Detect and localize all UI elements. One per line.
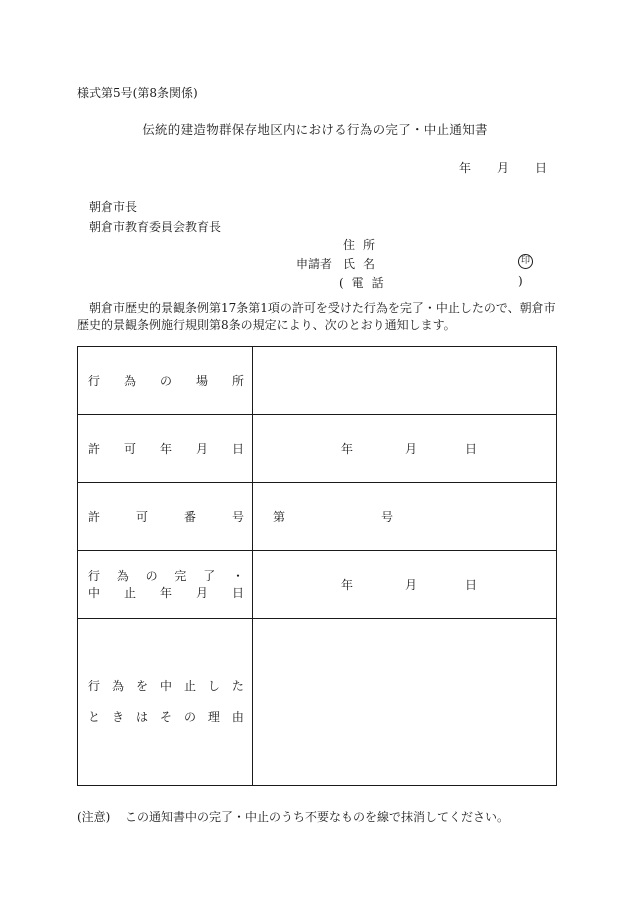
label-char: 中 [159, 679, 172, 693]
label-char: 許 [88, 442, 101, 456]
permit-number-prefix: 第 [273, 510, 286, 524]
permit-number-label [78, 483, 253, 551]
label-char: 止 [123, 585, 136, 600]
label-char: ・ [231, 568, 244, 583]
row-permit-date [78, 415, 557, 483]
label-char: の [145, 568, 158, 583]
label-char: 為 [123, 374, 136, 388]
note-label: (注意) [77, 810, 111, 824]
label-char: 可 [135, 510, 148, 524]
body-text: 朝倉市歴史的景観条例第17条第1項の許可を受けた行為を完了・中止したので、朝倉市歴史的景観条例施行規則第8条の規定により、次のとおり通知します。 [77, 301, 556, 332]
label-char: 年 [159, 442, 172, 456]
label-char: 月 [195, 442, 208, 456]
label-char: 為 [116, 568, 129, 583]
seal-mark-icon: 印 [518, 254, 533, 269]
date-day-label: 日 [535, 161, 548, 175]
label-char: 了 [203, 568, 216, 583]
label-char: 所 [231, 374, 244, 388]
label-char: 日 [231, 442, 244, 456]
permit-number-suffix: 号 [381, 510, 394, 524]
label-char: 可 [123, 442, 136, 456]
submission-date [459, 159, 547, 176]
date-month-label: 月 [497, 161, 510, 175]
permit-date-year: 年 [341, 442, 354, 456]
label-char: を [135, 679, 148, 693]
addressee-mayor: 朝倉市長 [89, 200, 138, 214]
label-char: 行 [88, 568, 101, 583]
applicant-name-label: 氏名 [343, 257, 384, 271]
permit-date-month: 月 [405, 442, 418, 456]
permit-date-value [253, 415, 557, 483]
applicant-role-label: 申請者 [296, 257, 333, 271]
location-label [78, 347, 253, 415]
label-char: そ [159, 710, 172, 724]
label-char: 月 [195, 585, 208, 600]
label-char: 中 [88, 585, 101, 600]
label-char: 日 [231, 585, 244, 600]
label-char: 為 [111, 679, 124, 693]
note [77, 808, 509, 825]
label-char: き [111, 710, 124, 724]
row-location [78, 347, 557, 415]
label-char: と [88, 710, 101, 724]
label-char: の [183, 710, 196, 724]
row-completion-date [78, 551, 557, 619]
location-value [253, 347, 557, 415]
label-char: 番 [183, 510, 196, 524]
completion-date-value [253, 551, 557, 619]
reason-label [78, 619, 253, 786]
applicant-tel-close: ) [518, 274, 523, 288]
completion-date-day: 日 [465, 578, 478, 592]
row-permit-number [78, 483, 557, 551]
note-text: この通知書中の完了・中止のうち不要なものを線で抹消してください。 [125, 810, 510, 824]
permit-number-value [253, 483, 557, 551]
label-char: し [207, 679, 220, 693]
label-char: た [231, 679, 244, 693]
applicant-tel-label: (電話 [339, 276, 392, 290]
applicant-address-label: 住所 [343, 238, 384, 252]
label-char: は [135, 710, 148, 724]
label-char: 止 [183, 679, 196, 693]
permit-date-label [78, 415, 253, 483]
label-char: 年 [159, 585, 172, 600]
label-char: 場 [195, 374, 208, 388]
addressee-education-superintendent: 朝倉市教育委員会教育長 [89, 220, 222, 234]
document-title: 伝統的建造物群保存地区内における行為の完了・中止通知書 [142, 122, 488, 137]
completion-date-month: 月 [405, 578, 418, 592]
label-char: 完 [174, 568, 187, 583]
form-code: 様式第5号(第8条関係) [77, 86, 198, 100]
date-year-label: 年 [459, 161, 472, 175]
notice-table [77, 346, 557, 786]
label-char: 号 [231, 510, 244, 524]
label-char: 許 [88, 510, 101, 524]
completion-date-label [78, 551, 253, 619]
label-char: 理 [207, 710, 220, 724]
permit-date-day: 日 [465, 442, 478, 456]
label-char: 行 [88, 374, 101, 388]
label-char: の [159, 374, 172, 388]
completion-date-year: 年 [341, 578, 354, 592]
label-char: 行 [88, 679, 101, 693]
label-char: 由 [231, 710, 244, 724]
row-reason [78, 619, 557, 786]
reason-value [253, 619, 557, 786]
